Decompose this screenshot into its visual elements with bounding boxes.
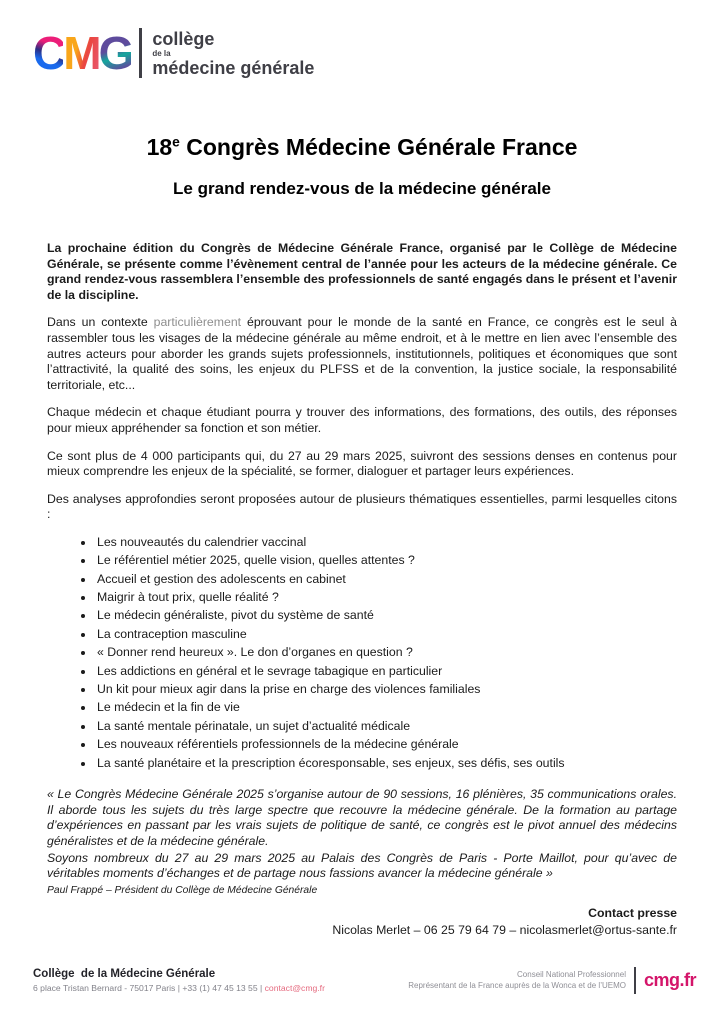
topic-item: • Le médecin et la fin de vie xyxy=(95,700,677,716)
logo-divider xyxy=(139,28,142,78)
quote-paragraph-1: « Le Congrès Médecine Générale 2025 s’organise autour de 90 sessions, 16 plénières, 35 communications orales. Il aborde tous les sujets du très large spectre que recouvre la médecine générale. De la formation au partage d’expériences en passant par les vrais sujets de politique de santé, ce congrès est le pivot annuel des médecins généralistes et de la médecine générale. xyxy=(47,787,677,848)
cmg-logo-acronym xyxy=(33,27,132,79)
logo-letter-c: C xyxy=(33,27,64,79)
president-quote xyxy=(47,787,677,898)
topic-item: • Maigrir à tout prix, quelle réalité ? xyxy=(95,590,677,606)
topic-item: • La santé planétaire et la prescription écoresponsable, ses enjeux, ses défis, ses outils xyxy=(95,756,677,772)
footer-divider xyxy=(634,967,636,994)
title-text: Congrès Médecine Générale France xyxy=(179,134,578,160)
topics-list xyxy=(47,535,677,771)
topic-item: • Un kit pour mieux agir dans la prise en charge des violences familiales xyxy=(95,682,677,698)
topic-item: • Les nouveautés du calendrier vaccinal xyxy=(95,535,677,551)
footer-address-text: 6 place Tristan Bernard - 75017 Paris | +33 (1) 47 45 13 55 | xyxy=(33,983,265,994)
context-paragraph xyxy=(47,315,677,393)
footer-cnp-text xyxy=(408,970,626,992)
footer-email-link[interactable]: contact@cmg.fr xyxy=(264,983,325,994)
topic-item: • La santé mentale périnatale, un sujet d’actualité médicale xyxy=(95,719,677,735)
title-number: 18 xyxy=(146,134,173,160)
footer-address-line xyxy=(33,983,325,994)
footer-org-block xyxy=(33,967,325,994)
context-text-after: éprouvant pour le monde de la santé en France, ce congrès est le seul à rassembler tous les visages de la médecine générale au même endroit, et à le mettre en lien avec l’ensemble des autres acteurs pour aborder les grands sujets professionnels, institutionnels, politiques et économiques que sont l’attractivité, la qualité des soins, les enjeux du PLFSS et de la convention, la justice sociale, la responsabilité territoriale, etc... xyxy=(47,315,678,392)
press-contact-block xyxy=(47,905,677,939)
audience-paragraph: Chaque médecin et chaque étudiant pourra y trouver des informations, des formations, des outils, des réponses pour mieux appréhender sa fonction et son métier. xyxy=(47,405,677,435)
logo-word-college: collège xyxy=(152,28,215,49)
press-contact-label: Contact presse xyxy=(588,906,677,920)
topic-item: • La contraception masculine xyxy=(95,627,677,643)
footer-site-link[interactable]: cmg.fr xyxy=(643,970,696,990)
page-title xyxy=(0,134,724,161)
topic-item: • Le médecin généraliste, pivot du système de santé xyxy=(95,608,677,624)
footer-cnp-line2: Représentant de la France auprès de la Wonca et de l’UEMO xyxy=(408,980,626,990)
press-contact-details: Nicolas Merlet – 06 25 79 64 79 – nicolasmerlet@ortus-sante.fr xyxy=(332,923,677,937)
themes-intro-paragraph: Des analyses approfondies seront proposées autour de plusieurs thématiques essentielles, parmi lesquelles citons : xyxy=(47,491,677,522)
cmg-logo xyxy=(33,28,314,78)
topic-item: • Le référentiel métier 2025, quelle vision, quelles attentes ? xyxy=(95,553,677,569)
context-highlighted-word: particulièrement xyxy=(153,315,242,330)
footer-org-name: Collège de la Médecine Générale xyxy=(33,968,216,980)
logo-word-medecine-generale: médecine générale xyxy=(152,57,315,78)
logo-letter-g: G xyxy=(98,27,132,79)
footer-right-block xyxy=(408,967,696,994)
footer-cnp-line1: Conseil National Professionnel xyxy=(517,969,626,979)
logo-word-dela: de la xyxy=(152,48,171,58)
topic-item: • « Donner rend heureux ». Le don d’organes en question ? xyxy=(95,645,677,661)
logo-letter-m: M xyxy=(63,27,99,79)
quote-paragraph-2: Soyons nombreux du 27 au 29 mars 2025 au Palais des Congrès de Paris - Porte Maillot, pour qu’avec de véritables moments d’échanges et de partage nous fassions avancer la médecine générale » xyxy=(47,850,677,881)
intro-paragraph: La prochaine édition du Congrès de Médecine Générale France, organisé par le Collège de Médecine Générale, se présente comme l’évènement central de l’année pour les acteurs de la médecine générale. Ce grand rendez-vous rassemblera l’ensemble des professionnels de santé engagés dans le présent et l’avenir de la discipline. xyxy=(47,241,677,302)
title-block xyxy=(0,134,724,199)
participants-paragraph: Ce sont plus de 4 000 participants qui, du 27 au 29 mars 2025, suivront des sessions denses en contenus pour mieux comprendre les enjeux de la spécialité, se former, dialoguer et partager leurs expériences. xyxy=(47,448,677,479)
topic-item: • Les nouveaux référentiels professionnels de la médecine générale xyxy=(95,737,677,753)
page-footer xyxy=(33,967,696,994)
context-text-before: Dans un contexte xyxy=(47,315,154,330)
title-ordinal-sup: e xyxy=(172,134,180,150)
topic-item: • Accueil et gestion des adolescents en cabinet xyxy=(95,572,677,588)
document-body xyxy=(47,241,677,898)
topic-item: • Les addictions en général et le sevrage tabagique en particulier xyxy=(95,664,677,680)
quote-attribution: Paul Frappé – Président du Collège de Médecine Générale xyxy=(47,884,318,896)
logo-wordmark xyxy=(152,30,314,77)
page-subtitle: Le grand rendez-vous de la médecine générale xyxy=(173,179,551,198)
